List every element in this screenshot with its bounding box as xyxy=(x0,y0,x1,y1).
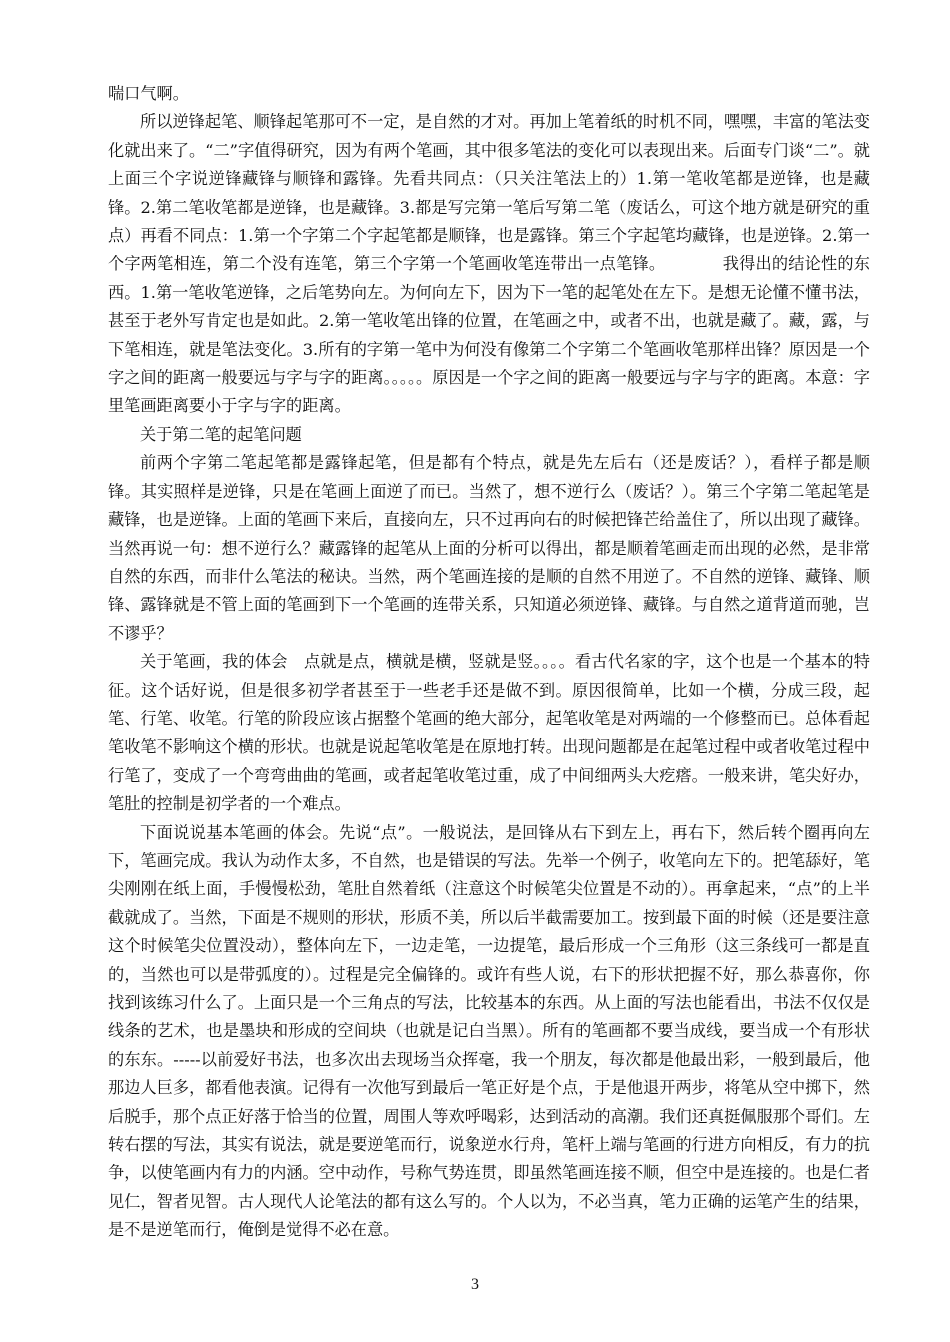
paragraph-continuation: 喘口气啊。 xyxy=(108,84,189,103)
paragraph-strokes: 关于笔画，我的体会 点就是点，横就是横，竖就是竖。。。。看古代名家的字，这个也是一个基本的特征。这个话好说，但是很多初学者甚至于一些老手还是做不到。原因很简单，比如一个横，分成三段，起笔、行笔、收笔。行笔的阶段应该占据整个笔画的绝大部分，起笔收笔是对两端的一个修整而已。总体看起笔收笔不影响这个横的形状。也就是说起笔收笔是在原地打转。出现问题都是在起笔过程中或者收笔过程中行笔了，变成了一个弯弯曲曲的笔画，或者起笔收笔过重，成了中间细两头大疙瘩。一般来讲，笔尖好办，笔肚的控制是初学者的一个难点。 xyxy=(108,652,870,814)
page-number: 3 xyxy=(471,1276,479,1293)
paragraph-dot-stroke: 下面说说基本笔画的体会。先说“点”。一般说法，是回锋从右下到左上，再右下，然后转个圈再向左下，笔画完成。我认为动作太多，不自然，也是错误的写法。先举一个例子，收笔向左下的。把笔舔好，笔尖刚刚在纸上面，手慢慢松劲，笔肚自然着纸（注意这个时候笔尖位置是不动的）。再拿起来，“点”的上半截就成了。当然，下面是不规则的形状，形质不美，所以后半截需要加工。按到最下面的时候（还是要注意这个时候笔尖位置没动），整体向左下，一边走笔，一边提笔，最后形成一个三角形（这三条线可一都是直的，当然也可以是带弧度的）。过程是完全偏锋的。或许有些人说，右下的形状把握不好，那么恭喜你，你找到该练习什么了。上面只是一个三角点的写法，比较基本的东西。从上面的写法也能看出，书法不仅仅是线条的艺术，也是墨块和形成的空间块（也就是记白当黑）。所有的笔画都不要当成线，要当成一个有形状的东东。-----以前爱好书法，也多次出去现场当众挥毫，我一个朋友，每次都是他最出彩，一般到最后，他那边人巨多，都看他表演。记得有一次他写到最后一笔正好是个点，于是他退开两步，将笔从空中掷下，然后脱手，那个点正好落于恰当的位置，周围人等欢呼喝彩，达到活动的高潮。我们还真挺佩服那个哥们。左转右摆的写法，其实有说法，就是要逆笔而行，说象逆水行舟，笔杆上端与笔画的行进方向相反，有力的抗争，以使笔画内有力的内涵。空中动作，号称气势连贯，即虽然笔画连接不顺，但空中是连接的。也是仁者见仁，智者见智。古人现代人论笔法的都有这么写的。个人以为，不必当真，笔力正确的运笔产生的结果，是不是逆笔而行，俺倒是觉得不必在意。 xyxy=(108,822,870,1240)
paragraph-brush-start: 所以逆锋起笔、顺锋起笔那可不一定，是自然的才对。再加上笔着纸的时机不同，嘿嘿，丰富的笔法变化就出来了。“二”字值得研究，因为有两个笔画，其中很多笔法的变化可以表现出来。后面专门谈“二”。就上面三个字说逆锋藏锋与顺锋和露锋。先看共同点：（只关注笔法上的）1.第一笔收笔都是逆锋，也是藏锋。2.第二笔收笔都是逆锋，也是藏锋。3.都是写完第一笔后写第二笔（废话么，可这个地方就是研究的重点）再看不同点：1.第一个字第二个字起笔都是顺锋，也是露锋。第三个字起笔均藏锋，也是逆锋。2.第一个字两笔相连，第二个没有连笔，第三个字第一个笔画收笔连带出一点笔锋。 我得出的结论性的东西。1.第一笔收笔逆锋，之后笔势向左。为何向左下，因为下一笔的起笔处在左下。是想无论懂不懂书法，甚至于老外写肯定也是如此。2.第一笔收笔出锋的位置，在笔画之中，或者不出，也就是藏了。藏，露，与下笔相连，就是笔法变化。3.所有的字第一笔中为何没有像第二个字第二个笔画收笔那样出锋？原因是一个字之间的距离一般要远与字与字的距离。。。。。原因是一个字之间的距离一般要远与字与字的距离。本意：字里笔画距离要小于字与字的距离。 xyxy=(108,112,870,416)
document-body xyxy=(108,80,870,1245)
paragraph-heading-second-stroke: 关于第二笔的起笔问题 xyxy=(140,424,302,444)
paragraph-second-stroke: 前两个字第二笔起笔都是露锋起笔，但是都有个特点，就是先左后右（还是废话？），看样子都是顺锋。其实照样是逆锋，只是在笔画上面逆了而已。当然了，想不逆行么（废话？）。第三个字第二笔起笔是藏锋，也是逆锋。上面的笔画下来后，直接向左，只不过再向右的时候把锋芒给盖住了，所以出现了藏锋。当然再说一句：想不逆行么？藏露锋的起笔从上面的分析可以得出，都是顺着笔画走而出现的必然，是非常自然的东西，而非什么笔法的秘诀。当然，两个笔画连接的是顺的自然不用逆了。不自然的逆锋、藏锋、顺锋、露锋就是不管上面的笔画到下一个笔画的连带关系，只知道必须逆锋、藏锋。与自然之道背道而驰，岂不谬乎？ xyxy=(108,453,870,643)
